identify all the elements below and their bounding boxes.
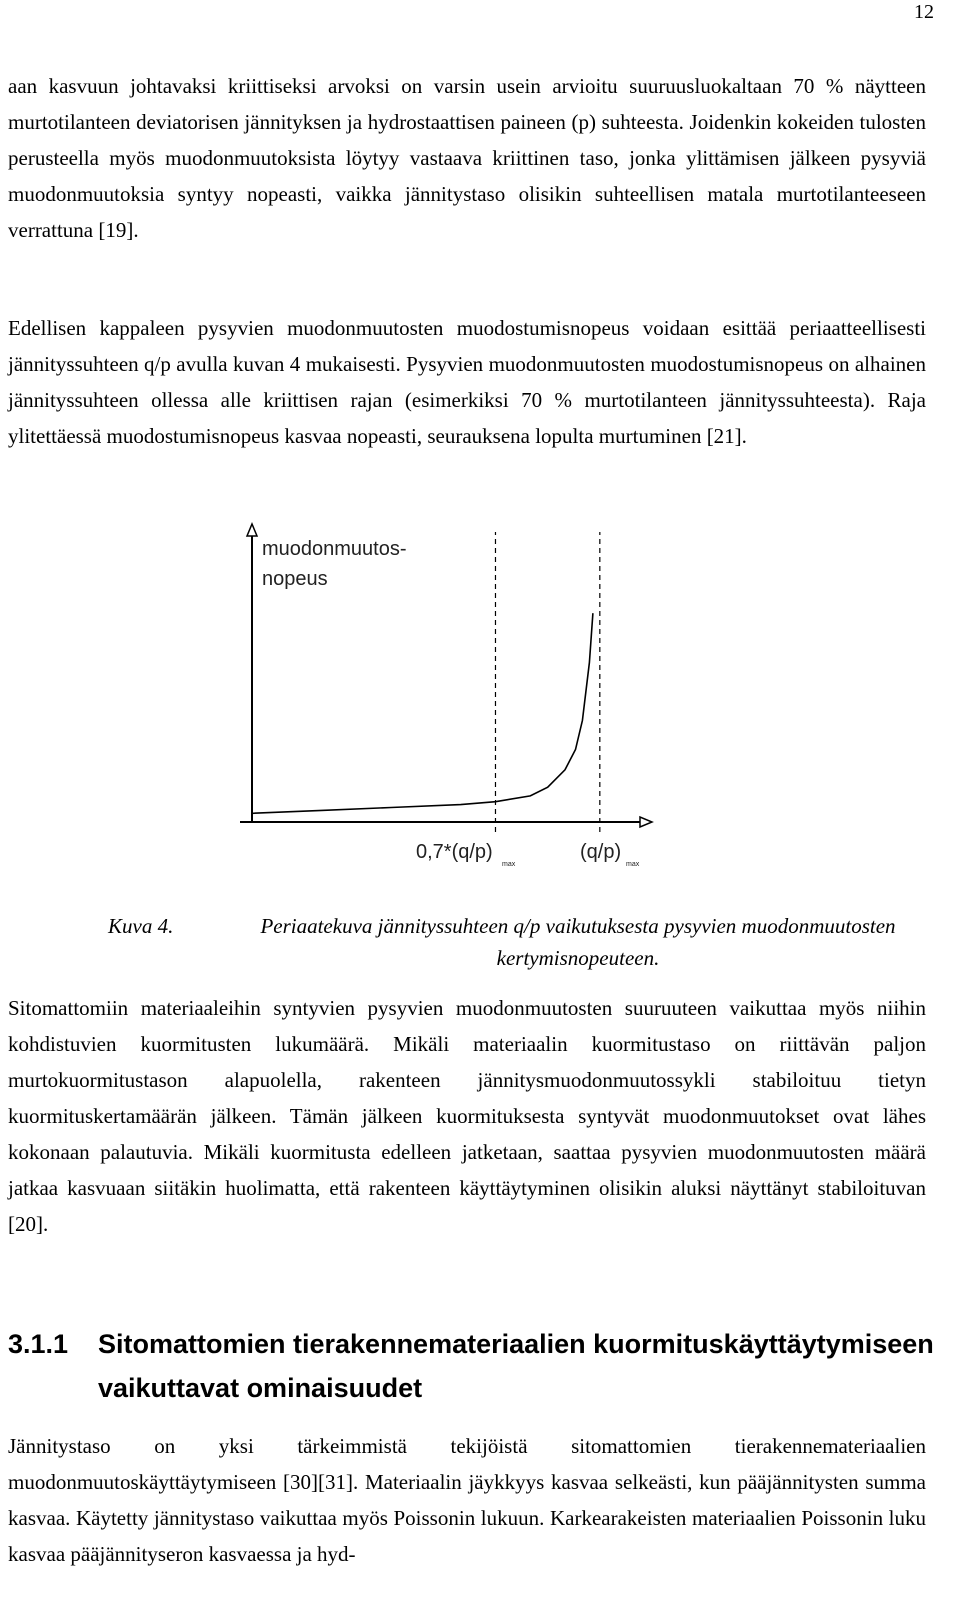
section-title: Sitomattomien tierakennemateriaalien kuormituskäyttäytymiseen vaikuttavat ominaisuudet: [98, 1329, 934, 1403]
paragraph-3: Sitomattomiin materiaaleihin syntyvien pysyvien muodonmuutosten suuruuteen vaikuttaa myös niihin kohdistuvien kuormitusten lukumäärä. Mikäli materiaalin kuormitustaso on riittävän paljon murtokuormitustason alapuolella, rakenteen jännitysmuodonmuutossykli stabiloituu tietyn kuormituskertamäärän jälkeen. Tämän jälkeen kuormituksesta syntyvät muodonmuutokset ovat lähes kokonaan palautuvia. Mikäli kuormitusta edelleen jatketaan, saattaa pysyvien muodonmuutosten määrä jatkaa kasvuaan siitäkin huolimatta, että rakenteen käyttäytyminen olisikin aluksi näyttänyt stabiloituvan [20].: [8, 996, 926, 1236]
series-line: [252, 613, 593, 813]
x-tick-label-2-sub: max: [626, 861, 640, 868]
paragraph-2: Edellisen kappaleen pysyvien muodonmuutosten muodostumisnopeus voidaan esittää periaatteellisesti jännityssuhteen q/p avulla kuvan 4 mukaisesti. Pysyvien muodonmuutosten muodostumisnopeus on alhainen jännityssuhteen ollessa alle kriittisen rajan (esimerkiksi 70 % murtotilanteen jännityssuhteesta). Raja ylitettäessä muodostumisnopeus kasvaa nopeasti, seurauksena lopulta murtuminen [21].: [8, 316, 926, 448]
y-axis-label-line2: nopeus: [262, 568, 328, 590]
figure-4-chart: [230, 522, 660, 882]
page-number: 12: [914, 1, 934, 23]
x-axis-arrow: [640, 817, 652, 827]
paragraph-4: Jännitystaso on yksi tärkeimmistä tekijöistä sitomattomien tierakennemateriaalien muodonmuutoskäyttäytymiseen [30][31]. Materiaalin jäykkyys kasvaa selkeästi, kun pääjännitysten summa kasvaa. Käytetty jännitystaso vaikuttaa myös Poissonin lukuun. Karkearakeisten materiaalien Poissonin luku kasvaa pääjännityseron kasvaessa ja hyd-: [8, 1434, 926, 1566]
x-tick-label-2: (q/p): [580, 841, 622, 863]
caption-label: Kuva 4.: [108, 914, 174, 938]
x-tick-label-1: 0,7*(q/p): [416, 841, 493, 863]
paragraph-1: aan kasvuun johtavaksi kriittiseksi arvoksi on varsin usein arvioitu suuruusluokaltaan 70 % näytteen murtotilanteen deviatorisen jännityksen ja hydrostaattisen paineen (p) suhteesta. Joidenkin kokeiden tulosten perusteella myös muodonmuutoksista löytyy vastaava kriittinen taso, jonka ylittämisen jälkeen pysyviä muodonmuutoksia syntyy nopeasti, vaikka jännitystaso olisikin suhteellisen matala murtotilanteeseen verrattuna [19].: [8, 74, 926, 242]
x-tick-label-1-sub: max: [502, 861, 516, 868]
y-axis-arrow: [247, 524, 257, 536]
y-axis-label-line1: muodonmuutos-: [262, 538, 407, 560]
figure-4: [230, 522, 660, 882]
section-number: 3.1.1: [8, 1329, 69, 1359]
caption-text: Periaatekuva jännityssuhteen q/p vaikutuksesta pysyvien muodonmuutosten kertymisnopeuteen.: [260, 914, 896, 970]
